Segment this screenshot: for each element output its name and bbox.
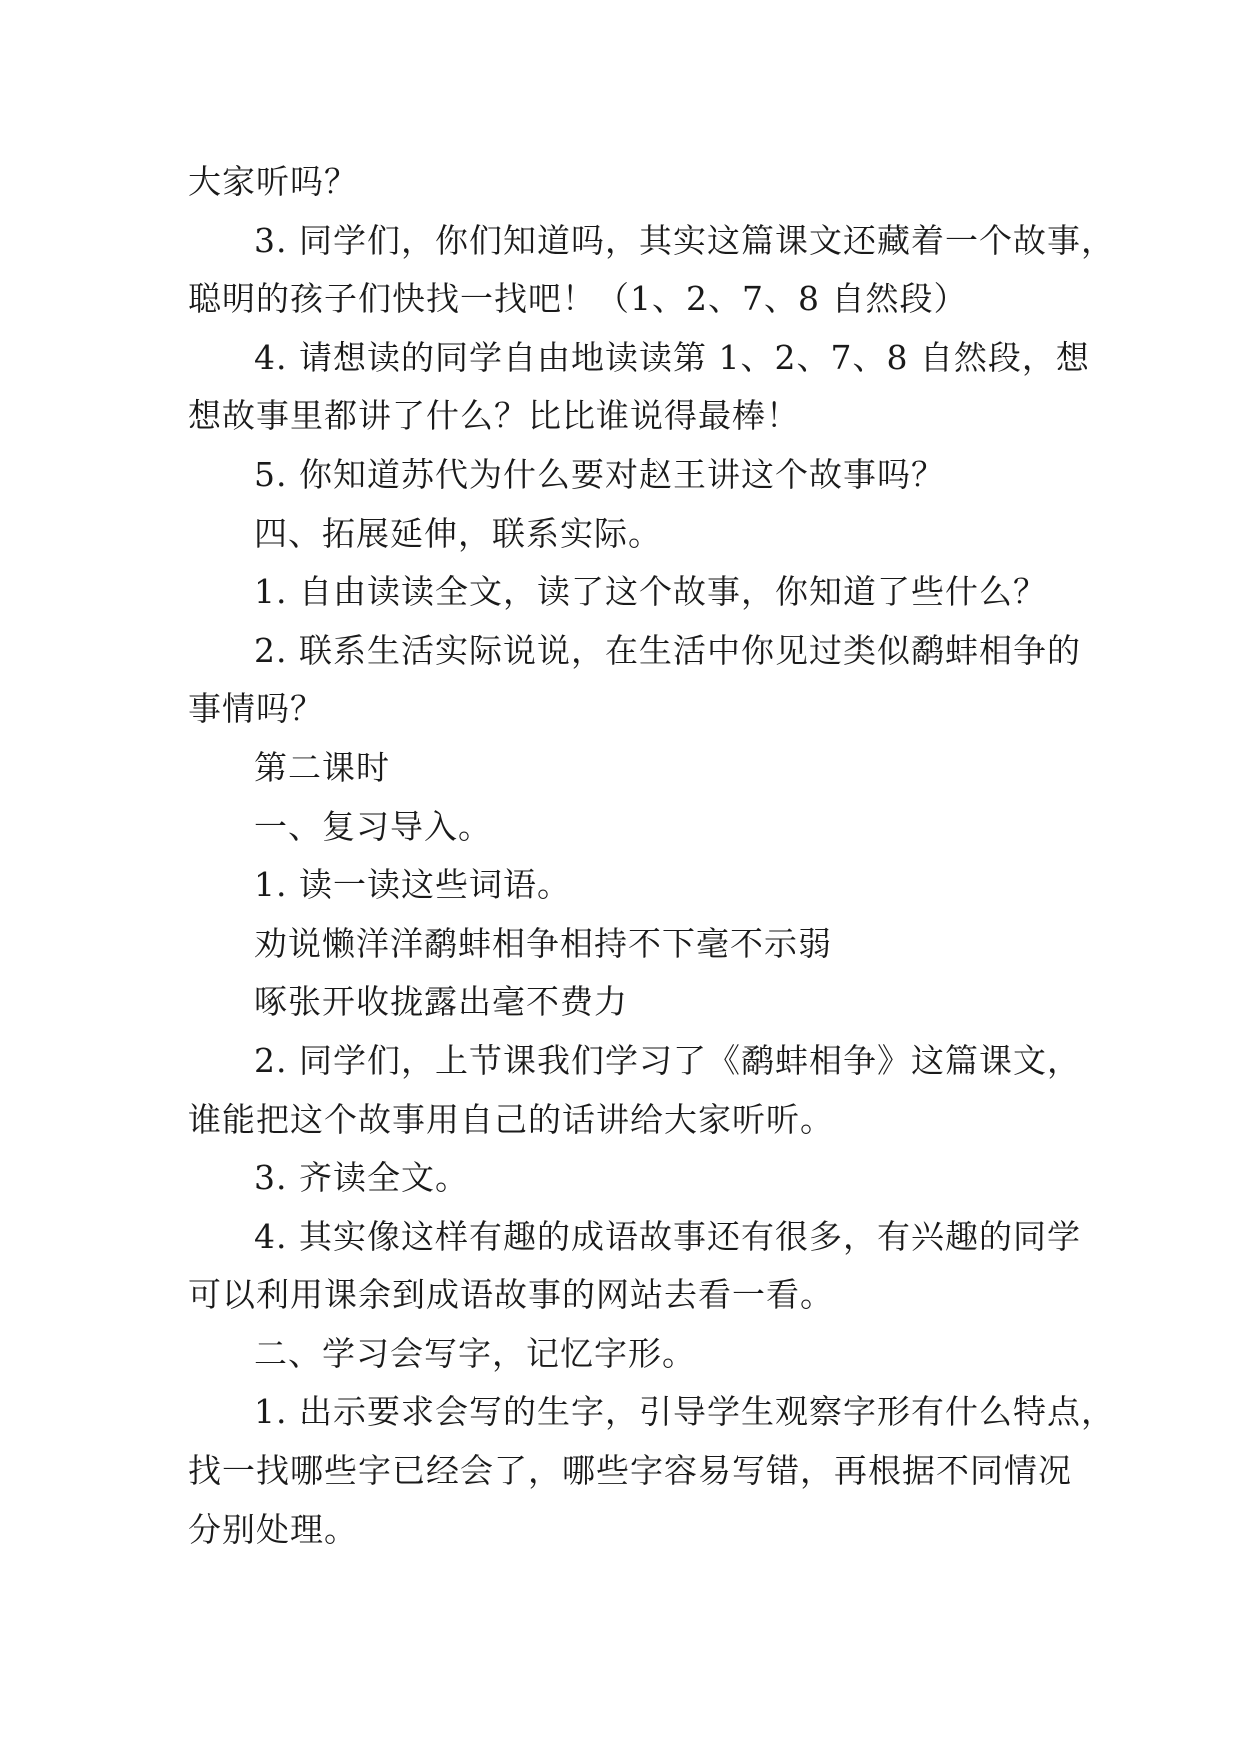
text-line: 4. 请想读的同学自由地读读第 1、2、7、8 自然段，想 (254, 337, 1090, 377)
text-line: 大家听吗？ (188, 162, 358, 201)
text-line: 2. 同学们，上节课我们学习了《鹬蚌相争》这篇课文， (254, 1040, 1081, 1080)
text-line: 分别处理。 (188, 1509, 358, 1549)
text-line: 想故事里都讲了什么？比比谁说得最棒！ (188, 396, 800, 436)
text-line: 5. 你知道苏代为什么要对赵王讲这个故事吗？ (254, 454, 945, 494)
text-line: 啄张开收拢露出毫不费力 (254, 982, 628, 1022)
text-line: 四、拓展延伸，联系实际。 (254, 513, 662, 553)
text-line: 聪明的孩子们快找一找吧！（1、2、7、8 自然段） (188, 279, 968, 319)
text-line: 第二课时 (254, 747, 390, 787)
text-line: 1. 出示要求会写的生字，引导学生观察字形有什么特点， (254, 1392, 1115, 1432)
text-line: 找一找哪些字已经会了，哪些字容易写错，再根据不同情况 (188, 1451, 1072, 1491)
text-line: 谁能把这个故事用自己的话讲给大家听听。 (188, 1099, 834, 1139)
text-line: 4. 其实像这样有趣的成语故事还有很多，有兴趣的同学 (254, 1216, 1081, 1256)
text-line: 3. 同学们，你们知道吗，其实这篇课文还藏着一个故事， (254, 220, 1115, 260)
text-line: 1. 读一读这些词语。 (254, 865, 571, 905)
text-line: 3. 齐读全文。 (254, 1158, 469, 1198)
text-line: 1. 自由读读全文，读了这个故事，你知道了些什么？ (254, 572, 1047, 612)
text-line: 事情吗？ (188, 689, 324, 729)
text-line: 2. 联系生活实际说说，在生活中你见过类似鹬蚌相争的 (254, 630, 1081, 670)
text-line: 二、学习会写字，记忆字形。 (254, 1333, 696, 1373)
document-body (188, 153, 1115, 1559)
text-line: 可以利用课余到成语故事的网站去看一看。 (188, 1275, 834, 1315)
text-line: 一、复习导入。 (254, 806, 492, 846)
text-line: 劝说懒洋洋鹬蚌相争相持不下毫不示弱 (254, 923, 832, 963)
